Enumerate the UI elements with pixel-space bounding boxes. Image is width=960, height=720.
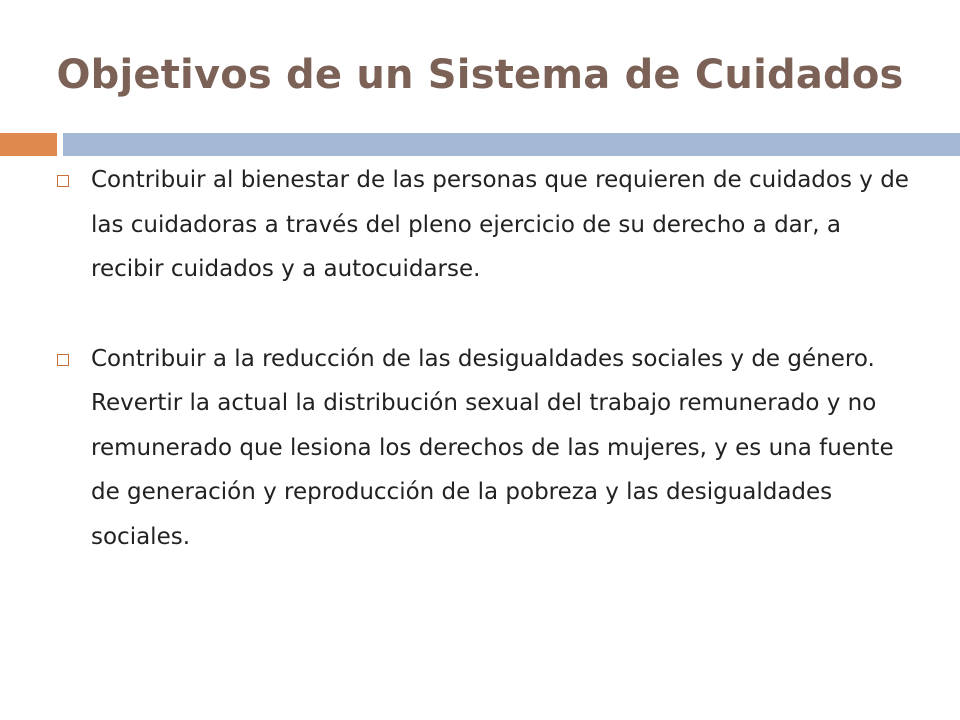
accent-bar-blue	[63, 133, 960, 156]
slide-title: Objetivos de un Sistema de Cuidados	[56, 52, 904, 98]
bullet-item	[53, 337, 913, 560]
square-bullet-icon	[57, 354, 69, 366]
bullet-text: Contribuir a la reducción de las desigualdades sociales y de género. Revertir la actual la distribución sexual del trabajo remunerado y no remunerado que lesiona los derechos de las mujeres, y es una fuente de generación y reproducción de la pobreza y las desigualdades sociales.	[91, 345, 894, 550]
bullet-text: Contribuir al bienestar de las personas que requieren de cuidados y de las cuidadoras a través del pleno ejercicio de su derecho a dar, a recibir cuidados y a autocuidarse.	[91, 167, 909, 282]
accent-bar-orange	[0, 133, 57, 156]
bullet-item	[53, 158, 913, 292]
square-bullet-icon	[57, 175, 69, 187]
bullet-list	[53, 158, 913, 559]
